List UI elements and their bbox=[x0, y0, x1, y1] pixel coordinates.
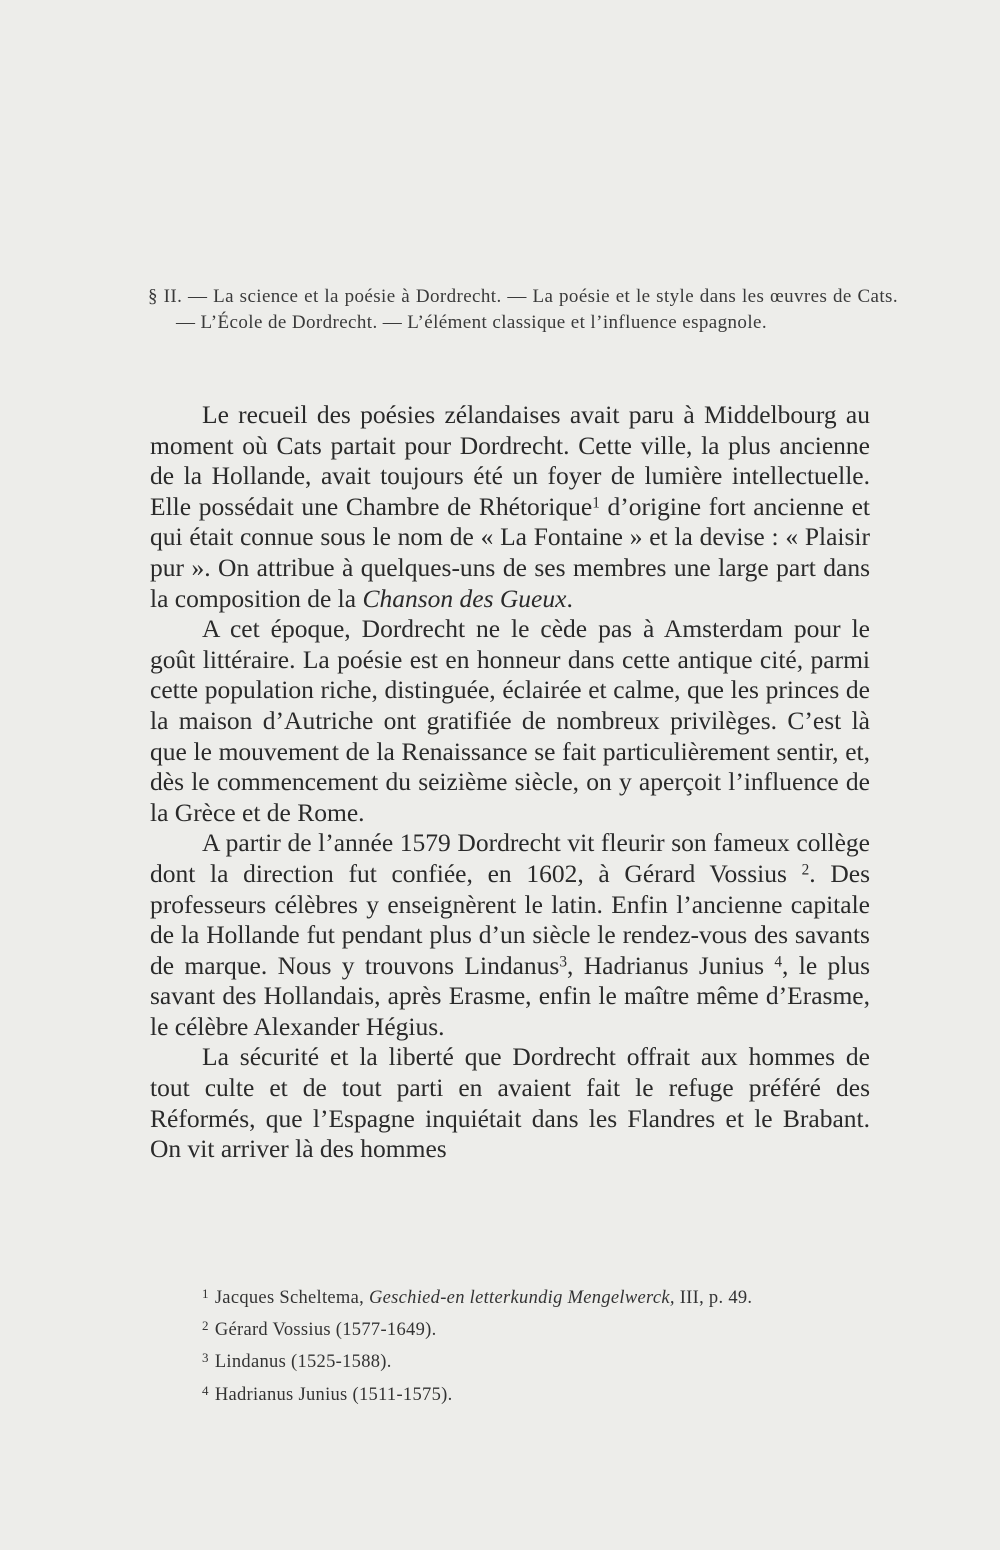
footnote-ref-4: 4 bbox=[774, 953, 783, 971]
paragraph-1-text-c: . bbox=[566, 583, 573, 613]
footnote-4 bbox=[202, 1377, 902, 1409]
paragraph-2: A cet époque, Dordrecht ne le cède pas à Amsterdam pour le goût littéraire. La poésie est en honneur dans cette antique cité, parmi cette population riche, distinguée, éclairée et calme, que les princes de la maison d’Autriche ont gratifiée de nombreux privilèges. C’est là que le mouvement de la Renaissance se fait particulièrement sentir, et, dès le commencement du seizième siècle, on y aperçoit l’influence de la Grèce et de Rome. bbox=[150, 614, 870, 827]
footnote-1-number: 1 bbox=[202, 1286, 209, 1301]
footnote-1 bbox=[202, 1280, 902, 1312]
footnote-3 bbox=[202, 1344, 902, 1376]
section-heading: § II. — La science et la poésie à Dordrecht. — La poésie et le style dans les œuvres de Cats. — L’École de Dordrecht. — L’élément classique et l’influence espagnole. bbox=[148, 286, 898, 333]
footnote-3-text: Lindanus (1525-1588). bbox=[214, 1352, 392, 1373]
footnote-1-title-italic: Geschied-en letterkundig Mengelwerck, bbox=[368, 1288, 675, 1309]
footnote-ref-2: 2 bbox=[801, 861, 810, 879]
footnote-1-text-a: Jacques Scheltema, bbox=[214, 1288, 369, 1309]
paragraph-1-text-a: Le recueil des poésies zélandaises avait paru à Middelbourg au moment où Cats partait pour Dordrecht. Cette ville, la plus ancienne de la Hollande, avait toujours été un foyer de lumière intellectuelle. Elle possédait une Chambre de Rhétorique bbox=[150, 400, 870, 521]
paragraph-3-text-b: . Des professeurs célèbres y enseignèrent le latin. Enfin l’ancienne capitale de la Hollande fut pendant plus d’un siècle le rendez-vous des savants de marque. Nous y trouvons Lindanus bbox=[150, 858, 870, 980]
footnote-3-number: 3 bbox=[202, 1350, 209, 1366]
footnote-4-number: 4 bbox=[202, 1382, 209, 1398]
paragraph-1 bbox=[150, 400, 870, 614]
footnote-4-text: Hadrianus Junius (1511-1575). bbox=[214, 1384, 453, 1405]
paragraph-3-text-d: , le plus savant des Hollandais, après Erasme, enfin le maître même d’Erasme, le célèbre Alexander Hégius. bbox=[150, 950, 870, 1041]
footnote-2-number: 2 bbox=[202, 1318, 209, 1334]
paragraph-4: La sécurité et la liberté que Dordrecht offrait aux hommes de tout culte et de tout parti en avaient fait le refuge préféré des Réformés, que l’Espagne inquiétait dans les Flandres et le Brabant. On vit arriver là des hommes bbox=[150, 1042, 870, 1164]
paragraph-3 bbox=[150, 828, 870, 1042]
footnote-ref-3: 3 bbox=[559, 953, 567, 971]
paragraph-1-title-italic: Chanson des Gueux bbox=[362, 583, 567, 613]
body-text bbox=[150, 400, 870, 1165]
footnote-2 bbox=[202, 1312, 902, 1344]
footnote-2-text: Gérard Vossius (1577-1649). bbox=[214, 1320, 437, 1341]
footnote-1-text-b: III, p. 49. bbox=[674, 1288, 753, 1309]
paragraph-3-text-c: , Hadrianus Junius bbox=[567, 950, 775, 980]
paragraph-3-text-a: A partir de l’année 1579 Dordrecht vit fleurir son fameux collège dont la direction fut confiée, en 1602, à Gérard Vossius bbox=[150, 828, 870, 888]
footnotes bbox=[202, 1280, 902, 1409]
paragraph-1-text-b: d’origine fort ancienne et qui était connue sous le nom de « La Fontaine » et la devise : « Plaisir pur ». On attribue à quelques-uns de ses membres une large part dans la composition de la bbox=[150, 491, 870, 613]
footnote-ref-1: 1 bbox=[592, 494, 600, 512]
